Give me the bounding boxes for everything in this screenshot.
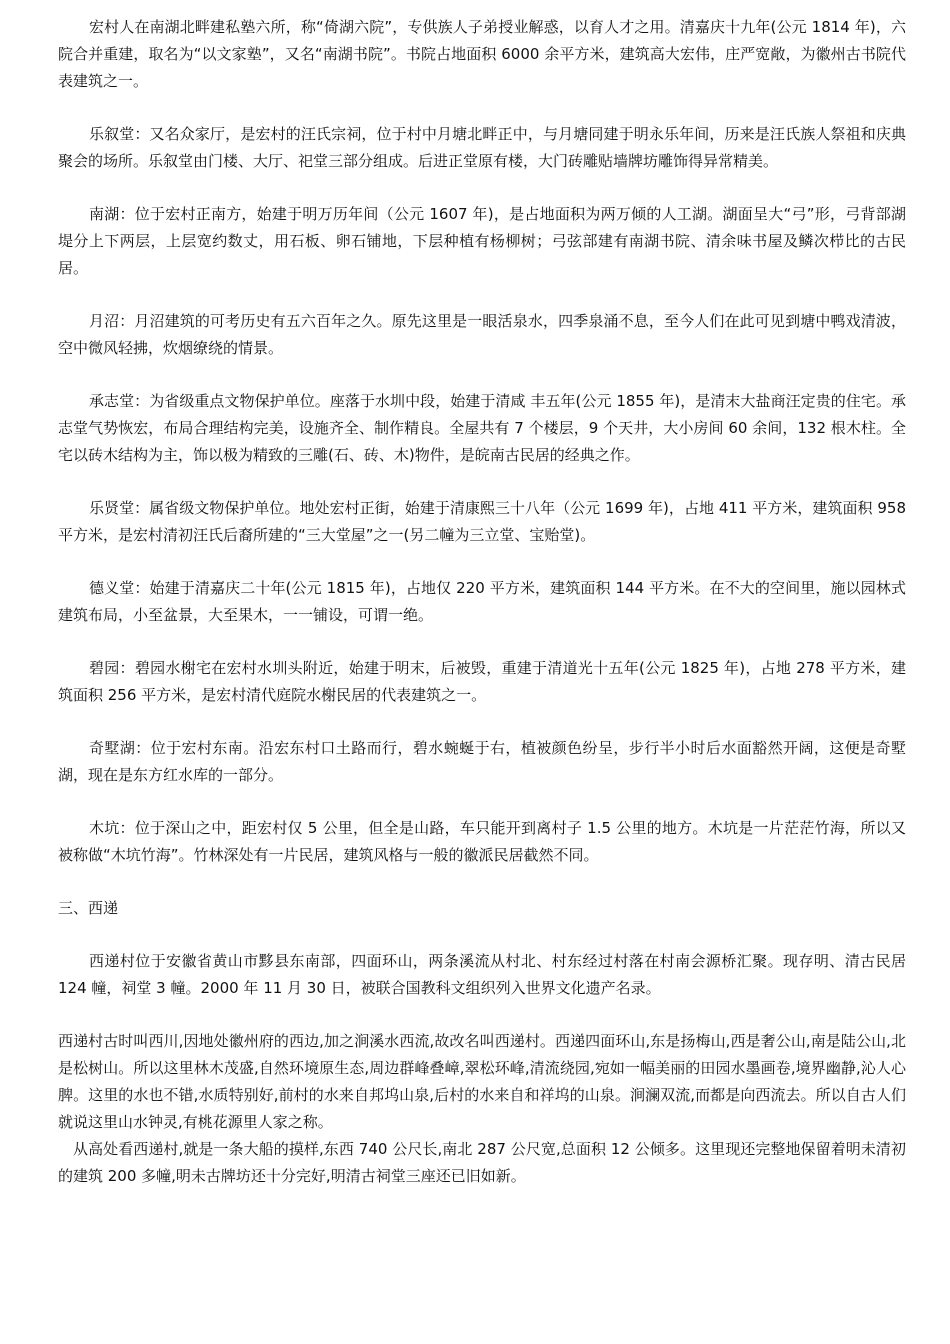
section-heading-xidi: 三、西递 [58, 899, 119, 917]
paragraph-chengzhi-hall: 承志堂：为省级重点文物保护单位。座落于水圳中段，始建于清咸 丰五年(公元 1855 年)，是清末大盐商汪定贵的住宅。承志堂气势恢宏，布局合理结构完美，设施齐全、制作精良。全屋共有 7 个楼层，9 个天井，大小房间 60 余间，132 根木柱。全宅以砖木结构为主，饰以极为精致的三雕(石、砖、木)物件，是皖南古民居的经典之作。 [58, 392, 906, 464]
paragraph-nanhu-academy: 宏村人在南湖北畔建私塾六所，称“倚湖六院”，专供族人子弟授业解惑，以育人才之用。清嘉庆十九年(公元 1814 年)，六院合并重建，取名为“以文家塾”，又名“南湖书院”。书院占地面积 6000 余平方米，建筑高大宏伟，庄严宽敞，为徽州古书院代表建筑之一。 [58, 18, 906, 90]
paragraph-deyi-hall: 德义堂：始建于清嘉庆二十年(公元 1815 年)，占地仅 220 平方米，建筑面积 144 平方米。在不大的空间里，施以园林式建筑布局，小至盆景，大至果木，一一铺设，可谓一绝。 [58, 579, 906, 624]
paragraph-south-lake: 南湖：位于宏村正南方，始建于明万历年间（公元 1607 年)，是占地面积为两万倾的人工湖。湖面呈大“弓”形，弓背部湖堤分上下两层，上层宽约数丈，用石板、卵石铺地，下层种植有杨柳树；弓弦部建有南湖书院、清余味书屋及鳞次栉比的古民居。 [58, 205, 906, 277]
paragraph-bi-garden: 碧园：碧园水榭宅在宏村水圳头附近，始建于明末，后被毁，重建于清道光十五年(公元 1825 年)，占地 278 平方米，建筑面积 256 平方米，是宏村清代庭院水榭民居的代表建筑之一。 [58, 659, 906, 704]
paragraph-moon-pond: 月沼：月沼建筑的可考历史有五六百年之久。原先这里是一眼活泉水，四季泉涌不息，至今人们在此可见到塘中鸭戏清波，空中微风轻拂，炊烟缭绕的情景。 [58, 312, 906, 357]
paragraph-xidi-overview: 从高处看西递村,就是一条大船的摸样,东西 740 公尺长,南北 287 公尺宽,总面积 12 公倾多。这里现还完整地保留着明未清初的建筑 200 多幢,明未古牌坊还十分完好,明清古祠堂三座还已旧如新。 [58, 1140, 906, 1185]
paragraph-xidi-history: 西递村古时叫西川,因地处徽州府的西边,加之涧溪水西流,故改名叫西递村。西递四面环山,东是扬梅山,西是奢公山,南是陆公山,北是松树山。所以这里林木茂盛,自然环境原生态,周边群峰叠嶂,翠松环峰,清流绕园,宛如一幅美丽的田园水墨画卷,境界幽静,沁人心脾。这里的水也不错,水质特别好,前村的水来自邦坞山泉,后村的水来自和祥坞的山泉。涧澜双流,而都是向西流去。所以自古人们就说这里山水钟灵,有桃花源里人家之称。 [58, 1032, 906, 1131]
paragraph-mukeng: 木坑：位于深山之中，距宏村仅 5 公里，但全是山路，车只能开到离村子 1.5 公里的地方。木坑是一片茫茫竹海，所以又被称做“木坑竹海”。竹林深处有一片民居，建筑风格与一般的徽派民居截然不同。 [58, 819, 906, 864]
paragraph-xidi-intro: 西递村位于安徽省黄山市黟县东南部，四面环山，两条溪流从村北、村东经过村落在村南会源桥汇聚。现存明、清古民居 124 幢，祠堂 3 幢。2000 年 11 月 30 日，被联合国教科文组织列入世界文化遗产名录。 [58, 952, 906, 997]
paragraph-lexian-hall: 乐贤堂：属省级文物保护单位。地处宏村正街，始建于清康熙三十八年（公元 1699 年)，占地 411 平方米，建筑面积 958 平方米，是宏村清初汪氏后裔所建的“三大堂屋”之一(另二幢为三立堂、宝贻堂)。 [58, 499, 906, 544]
document-page [58, 14, 906, 1190]
paragraph-lexu-hall: 乐叙堂：又名众家厅，是宏村的汪氏宗祠，位于村中月塘北畔正中，与月塘同建于明永乐年间，历来是汪氏族人祭祖和庆典聚会的场所。乐叙堂由门楼、大厅、祀堂三部分组成。后进正堂原有楼，大门砖雕贴墙牌坊雕饰得异常精美。 [58, 125, 906, 170]
paragraph-qishu-lake: 奇墅湖：位于宏村东南。沿宏东村口土路而行，碧水蜿蜒于右，植被颜色纷呈，步行半小时后水面豁然开阔，这便是奇墅湖，现在是东方红水库的一部分。 [58, 739, 906, 784]
